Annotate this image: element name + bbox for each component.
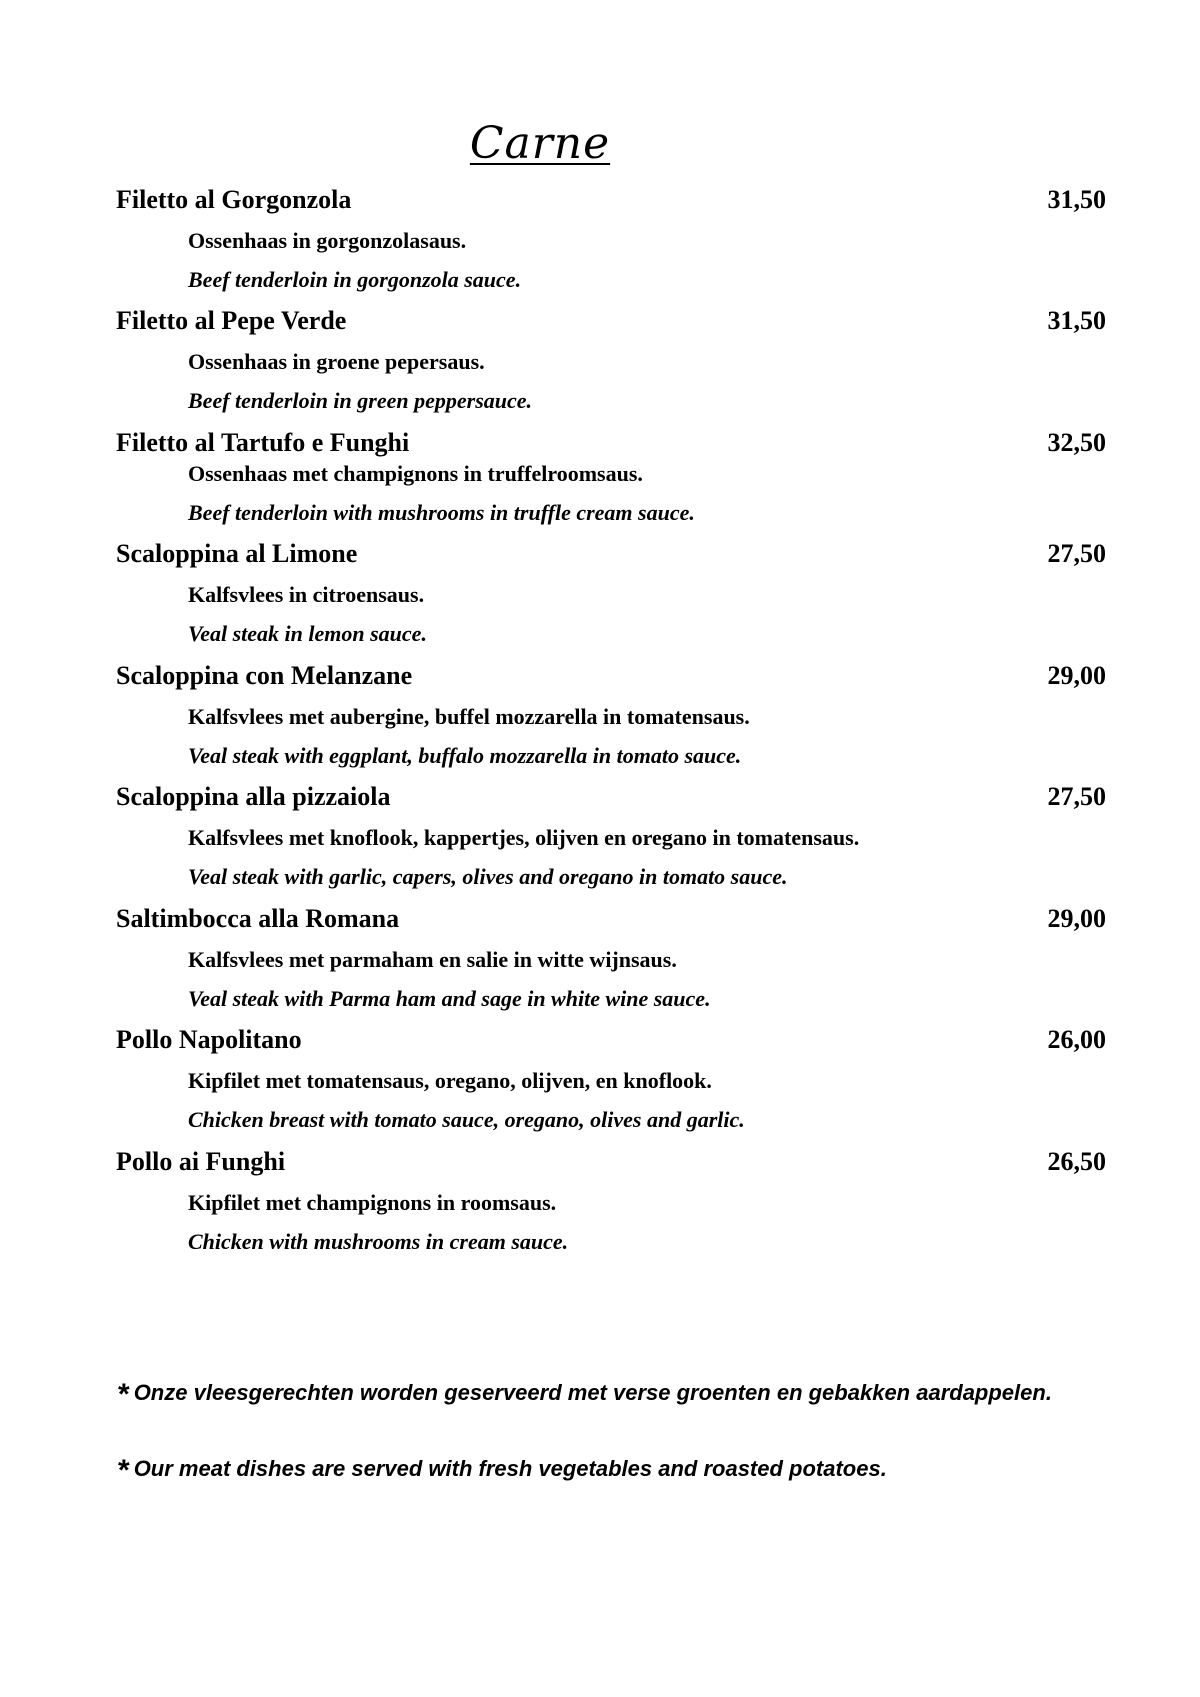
menu-item (116, 185, 1106, 299)
page-title: Carne (469, 118, 611, 169)
menu-item (116, 1147, 1106, 1261)
dish-description-nl: Kalfsvlees met knoflook, kappertjes, olijven en oregano in tomatensaus. (188, 825, 860, 850)
dish-name: Scaloppina con Melanzane (116, 661, 413, 690)
dish-description-en: Veal steak in lemon sauce. (188, 621, 427, 646)
dish-description-nl: Kipfilet met champignons in roomsaus. (188, 1190, 557, 1215)
dish-description-en: Veal steak with eggplant, buffalo mozzarella in tomato sauce. (188, 743, 742, 768)
footnote-en-text: Our meat dishes are served with fresh vegetables and roasted potatoes. (133, 1456, 887, 1481)
dish-description-nl: Ossenhaas in groene pepersaus. (188, 349, 485, 374)
dish-description-nl: Kalfsvlees met aubergine, buffel mozzarella in tomatensaus. (188, 704, 750, 729)
dish-name: Filetto al Pepe Verde (116, 306, 347, 335)
footnote-en (118, 1454, 887, 1488)
asterisk-icon: * (118, 1378, 130, 1411)
footnote-nl (118, 1378, 1052, 1412)
dish-name: Filetto al Tartufo e Funghi (116, 428, 410, 457)
menu-item (116, 1025, 1106, 1139)
dish-description-nl: Kalfsvlees met parmaham en salie in witte wijnsaus. (188, 947, 677, 972)
dish-description-en: Beef tenderloin in gorgonzola sauce. (188, 267, 522, 292)
dish-description-nl: Ossenhaas in gorgonzolasaus. (188, 228, 467, 253)
dish-name: Filetto al Gorgonzola (116, 185, 352, 214)
dish-description-en: Chicken with mushrooms in cream sauce. (188, 1229, 569, 1254)
dish-price: 31,50 (1047, 306, 1106, 335)
menu-item (116, 904, 1106, 1018)
dish-price: 31,50 (1047, 185, 1106, 214)
menu-item (116, 306, 1106, 420)
dish-description-nl: Kipfilet met tomatensaus, oregano, olijven, en knoflook. (188, 1068, 712, 1093)
dish-price: 26,50 (1047, 1147, 1106, 1176)
dish-description-nl: Kalfsvlees in citroensaus. (188, 582, 425, 607)
dish-price: 26,00 (1047, 1025, 1106, 1054)
dish-description-en: Veal steak with Parma ham and sage in white wine sauce. (188, 986, 711, 1011)
dish-description-en: Beef tenderloin with mushrooms in truffle cream sauce. (188, 500, 695, 525)
footnote-nl-text: Onze vleesgerechten worden geserveerd met verse groenten en gebakken aardappelen. (133, 1380, 1052, 1405)
dish-name: Scaloppina al Limone (116, 539, 358, 568)
dish-name: Saltimbocca alla Romana (116, 904, 400, 933)
dish-price: 27,50 (1047, 539, 1106, 568)
dish-name: Pollo Napolitano (116, 1025, 302, 1054)
menu-item (116, 539, 1106, 653)
dish-name: Scaloppina alla pizzaiola (116, 782, 391, 811)
asterisk-icon: * (118, 1454, 130, 1487)
menu-item (116, 661, 1106, 775)
dish-description-nl: Ossenhaas met champignons in truffelroomsaus. (188, 461, 643, 486)
dish-description-en: Veal steak with garlic, capers, olives and oregano in tomato sauce. (188, 864, 788, 889)
dish-name: Pollo ai Funghi (116, 1147, 286, 1176)
dish-price: 32,50 (1047, 428, 1106, 457)
menu-item (116, 428, 1106, 532)
dish-price: 29,00 (1047, 904, 1106, 933)
dish-price: 29,00 (1047, 661, 1106, 690)
dish-description-en: Chicken breast with tomato sauce, oregano, olives and garlic. (188, 1107, 745, 1132)
dish-description-en: Beef tenderloin in green peppersauce. (188, 388, 533, 413)
dish-price: 27,50 (1047, 782, 1106, 811)
menu-item (116, 782, 1106, 896)
